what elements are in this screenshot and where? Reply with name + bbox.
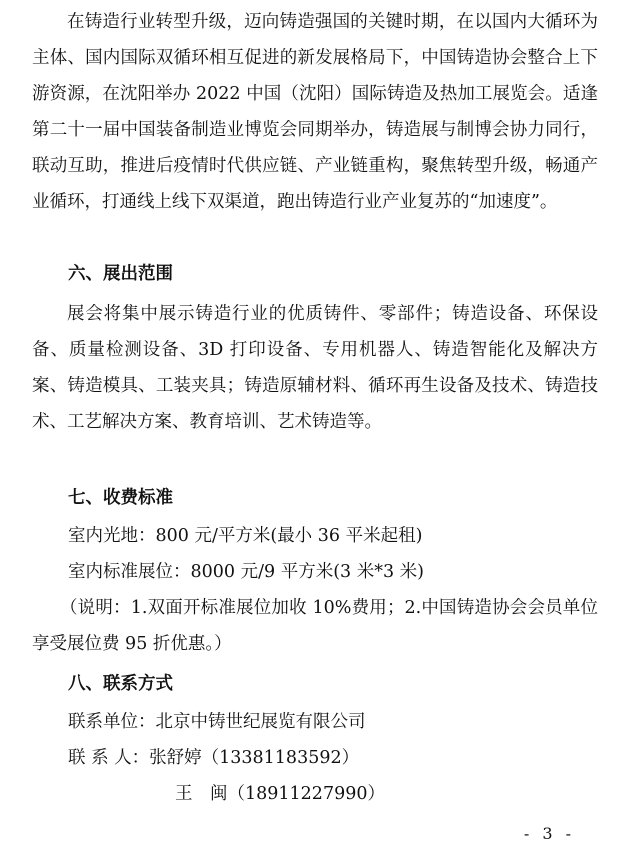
fee-line-standard-booth: 室内标准展位：8000 元/9 平方米(3 米*3 米) [68,562,424,582]
contact-person-2: 王 闽（18911227990） [175,784,385,804]
section6-heading: 六、展出范围 [68,264,173,284]
contact-unit: 联系单位：北京中铸世纪展览有限公司 [68,712,366,732]
section7-heading: 七、收费标准 [68,488,173,508]
section6-body: 展会将集中展示铸造行业的优质铸件、零部件；铸造设备、环保设备、质量检测设备、3D 打印设备、专用机器人、铸造智能化及解决方案、铸造模具、工装夹具；铸造原辅材料、循环再生设备及技术、铸造技术、工艺解决方案、教育培训、艺术铸造等。 [32,304,598,432]
page-number: - 3 - [523,824,575,843]
contact-person-1: 联 系 人：张舒婷（13381183592） [68,748,360,768]
fee-note: （说明：1.双面开标准展位加收 10%费用；2.中国铸造协会会员单位享受展位费 95 折优惠。） [32,598,598,654]
section8-heading: 八、联系方式 [68,674,173,694]
intro-paragraph: 在铸造行业转型升级，迈向铸造强国的关键时期，在以国内大循环为主体、国内国际双循环相互促进的新发展格局下，中国铸造协会整合上下游资源，在沈阳举办 2022 中国（沈阳）国际铸造及热加工展览会。适逢第二十一届中国装备制造业博览会同期举办，铸造展与制博会协力同行，联动互助，推进后疫情时代供应链、产业链重构，聚焦转型升级，畅通产业循环，打通线上线下双渠道，跑出铸造行业产业复苏的“加速度”。 [32,12,598,212]
fee-line-raw-space: 室内光地：800 元/平方米(最小 36 平米起租) [68,526,423,546]
